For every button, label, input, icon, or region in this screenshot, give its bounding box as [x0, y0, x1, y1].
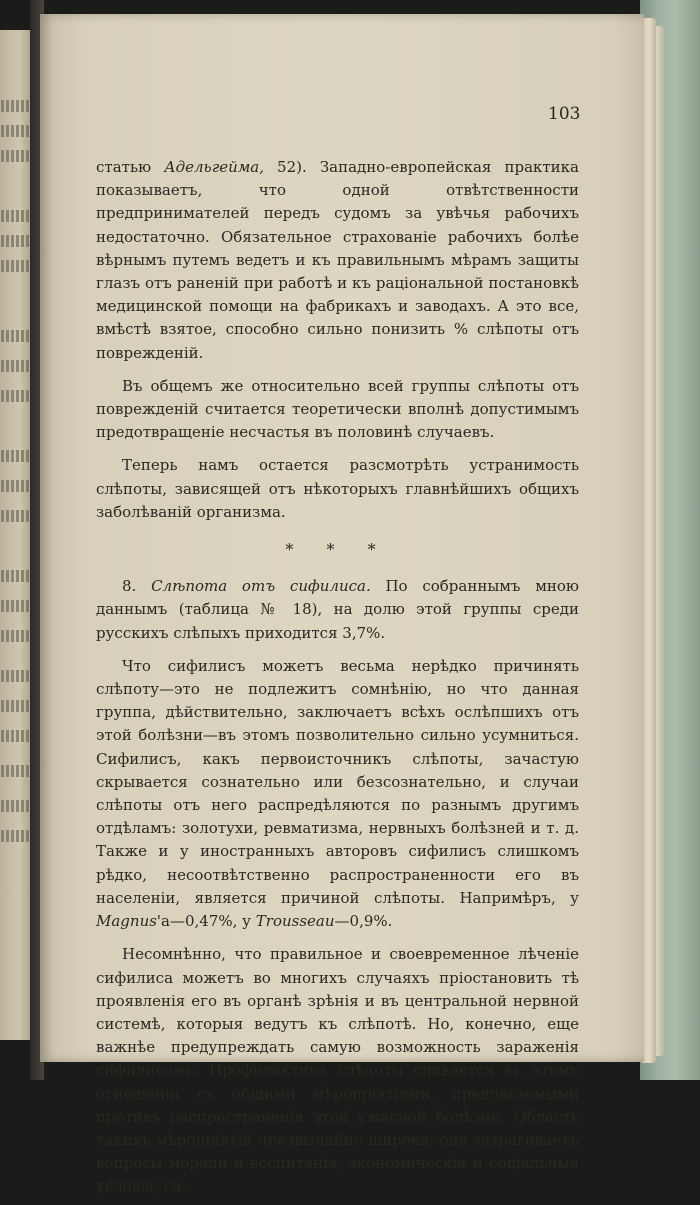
facing-page-text-fragment [1, 480, 31, 492]
text-segment: 52). Западно-европейская практика показываетъ, что одной отвѣтственности предпринимателей передъ судомъ за увѣчья рабочихъ недостаточно. Обязательное страхованіе рабочихъ болѣе вѣрнымъ путемъ ведетъ и къ правильнымъ мѣрамъ защиты глазъ отъ раненій при работѣ и къ раціональной постановкѣ медицинской помощи на фабрикахъ и заводахъ. А это все, вмѣстѣ взятое, способно сильно понизить % слѣпоты отъ поврежденій. [96, 158, 579, 362]
page-edges [642, 18, 656, 1063]
paragraph-1 [96, 156, 579, 365]
paragraph-5 [96, 655, 579, 933]
text-segment: По собраннымъ мною даннымъ (таблица № 18), на долю этой группы среди русскихъ слѣпыхъ приходится 3,7%. [96, 577, 579, 642]
paragraph-3 [96, 454, 579, 524]
facing-page-text-fragment [1, 730, 31, 742]
facing-page-text-fragment [1, 570, 31, 582]
facing-page-text-fragment [1, 830, 31, 842]
text-segment: Въ общемъ же относительно всей группы слѣпоты отъ поврежденій считается теоретически вполнѣ допустимымъ предотвращеніе несчастья въ половинѣ случаевъ. [96, 376, 579, 442]
facing-page-text-fragment [1, 330, 31, 342]
section-heading-paragraph [96, 575, 579, 645]
paragraph-2 [96, 375, 579, 445]
facing-page-text-fragment [1, 100, 31, 112]
page-number: 103 [548, 104, 581, 124]
facing-page-text-fragment [1, 450, 31, 462]
text-segment: Несомнѣнно, что правильное и своевременное лѣченіе сифилиса можетъ во многихъ случаяхъ пріостановить тѣ проявленія его въ органѣ зрѣнія и въ центральной нервной системѣ, которыя ведутъ къ слѣпотѣ. Но, конечно, еще важнѣе предупреждать самую возможность зараженія сифилисомъ. Профилактика слѣпоты сливается въ этомъ отношеніи съ общими мѣропріятіями, предлагаемыми противъ распространенія этой ужасной болѣзни. Область такихъ мѣропріятій чрезвычайно широка: она затрагиваетъ вопросы морали и воспитанія, экономическія и соціальныя условія, са- [96, 945, 579, 1196]
facing-page-text-fragment [1, 210, 31, 222]
facing-page-text-fragment [1, 600, 31, 612]
italic-text: Адельгейма, [164, 158, 264, 176]
facing-page-text-fragment [1, 125, 31, 137]
text-segment: статью [96, 158, 165, 176]
text-segment: 8. [122, 577, 152, 596]
italic-text: Слѣпота отъ сифилиса. [151, 577, 371, 596]
facing-page-text-fragment [1, 260, 31, 272]
facing-page-text-fragment [1, 700, 31, 712]
facing-page-text-fragment [1, 630, 31, 642]
text-segment: Теперь намъ остается разсмотрѣть устранимость слѣпоты, зависящей отъ нѣкоторыхъ главнѣйшихъ общихъ заболѣваній организма. [96, 456, 579, 521]
section-separator: * * * [285, 540, 390, 560]
paragraph-6 [96, 943, 579, 1198]
facing-page-text-fragment [1, 360, 31, 372]
text-segment: Что сифилисъ можетъ весьма нерѣдко причинять слѣпоту—это не подлежитъ сомнѣнію, но что данная группа, дѣйствительно, заключаетъ всѣхъ ослѣпшихъ отъ этой болѣзни—въ этомъ позволительно сильно усумниться. Сифилисъ, какъ первоисточникъ слѣпоты, зачастую скрывается сознательно или безсознательно, и случаи слѣпоты отъ него распредѣляются по разнымъ другимъ отдѣламъ: золотухи, ревматизма, нервныхъ болѣзней и т. д. Также и у иностранныхъ авторовъ сифилисъ слишкомъ рѣдко, несоотвѣтственно распространенности его въ населеніи, является причиной слѣпоты. Напримѣръ, у [96, 656, 579, 907]
italic-text: Magnus' [96, 912, 162, 931]
page-text [96, 156, 579, 1205]
facing-page-strip [0, 30, 32, 1040]
italic-text: Trousseau [255, 912, 335, 931]
facing-page-text-fragment [1, 765, 31, 777]
facing-page-text-fragment [1, 670, 31, 682]
facing-page-text-fragment [1, 235, 31, 247]
text-segment: а—0,47%, у [161, 912, 256, 931]
facing-page-text-fragment [1, 800, 31, 812]
facing-page-text-fragment [1, 390, 31, 402]
book-page [40, 14, 644, 1196]
text-segment: —0,9%. [334, 912, 393, 931]
facing-page-text-fragment [1, 510, 31, 522]
facing-page-text-fragment [1, 150, 31, 162]
